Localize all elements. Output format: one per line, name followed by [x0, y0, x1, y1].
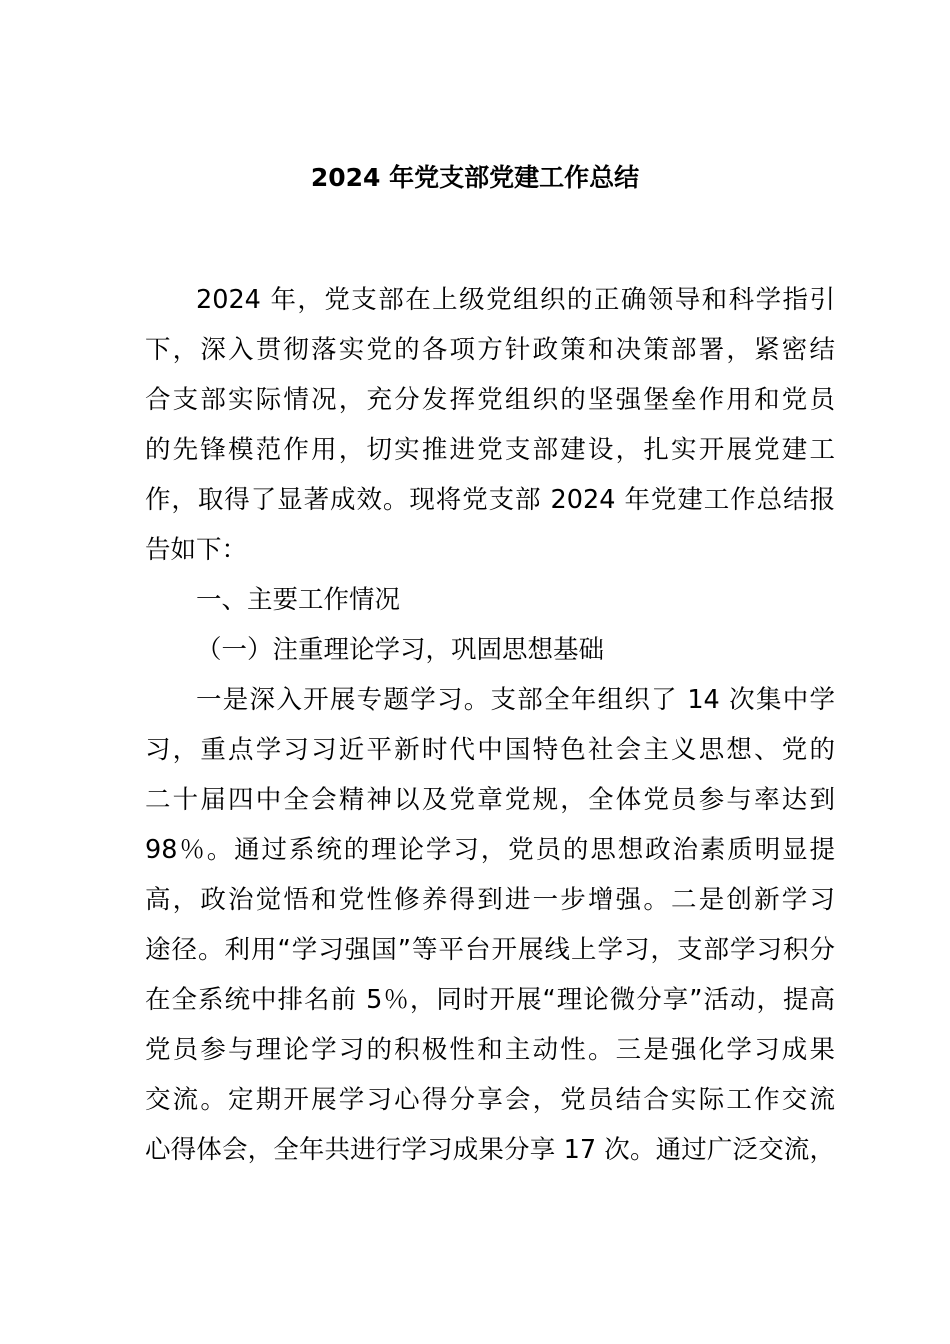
paragraph-line: 在全系统中排名前 5％，同时开展“理论微分享”活动，提高: [145, 985, 835, 1015]
document-title: 2024 年党支部党建工作总结: [310, 163, 640, 192]
paragraph-line: 合支部实际情况，充分发挥党组织的坚强堡垒作用和党员: [145, 385, 835, 415]
paragraph-line: 交流。定期开展学习心得分享会，党员结合实际工作交流: [145, 1085, 835, 1115]
paragraph-line: 习，重点学习习近平新时代中国特色社会主义思想、党的: [145, 735, 835, 765]
paragraph-line: 的先锋模范作用，切实推进党支部建设，扎实开展党建工: [145, 435, 835, 465]
section-heading: 一、主要工作情况: [196, 585, 401, 615]
subsection-heading: （一）注重理论学习，巩固思想基础: [196, 635, 605, 665]
paragraph-line: 一是深入开展专题学习。支部全年组织了 14 次集中学: [196, 685, 835, 715]
paragraph-line: 告如下：: [145, 535, 248, 565]
paragraph-line: 2024 年，党支部在上级党组织的正确领导和科学指引: [196, 285, 835, 315]
paragraph-line: 98％。通过系统的理论学习，党员的思想政治素质明显提: [145, 835, 835, 865]
paragraph-line: 心得体会，全年共进行学习成果分享 17 次。通过广泛交流，: [145, 1135, 835, 1165]
paragraph-line: 二十届四中全会精神以及党章党规，全体党员参与率达到: [145, 785, 835, 815]
paragraph-line: 途径。利用“学习强国”等平台开展线上学习，支部学习积分: [145, 935, 835, 965]
paragraph-line: 作，取得了显著成效。现将党支部 2024 年党建工作总结报: [145, 485, 835, 515]
paragraph-line: 下，深入贯彻落实党的各项方针政策和决策部署，紧密结: [145, 335, 835, 365]
paragraph-line: 党员参与理论学习的积极性和主动性。三是强化学习成果: [145, 1035, 835, 1065]
paragraph-line: 高，政治觉悟和党性修养得到进一步增强。二是创新学习: [145, 885, 835, 915]
